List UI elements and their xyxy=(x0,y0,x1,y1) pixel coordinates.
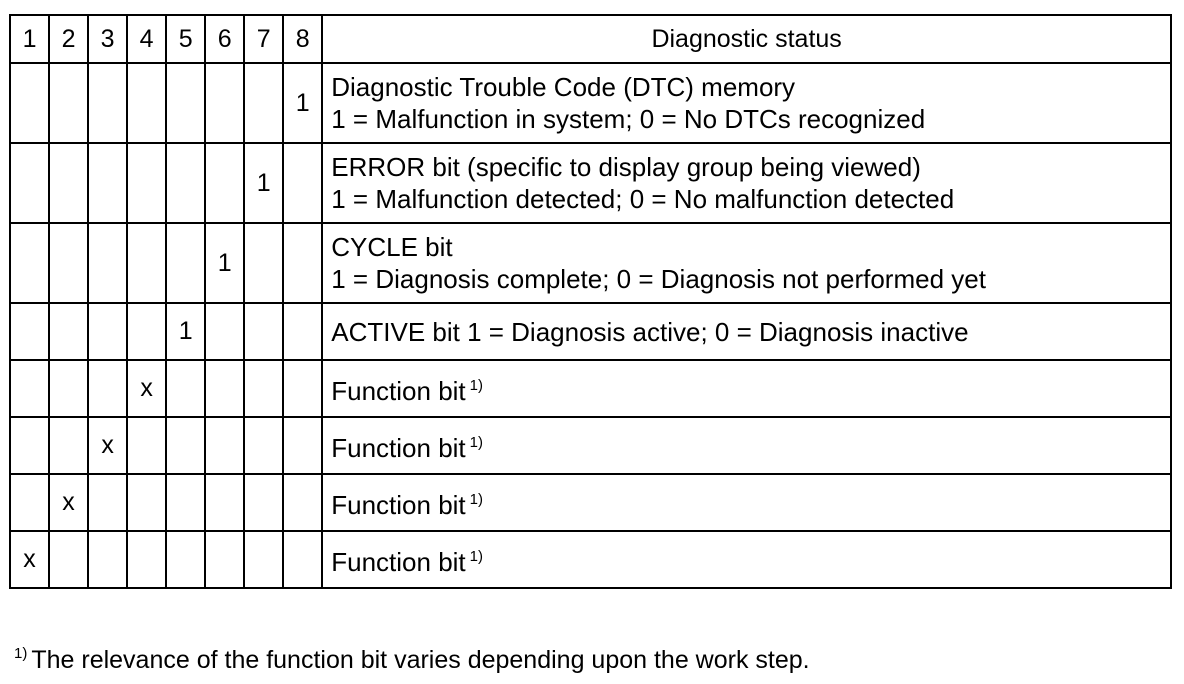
bit-cell-1 xyxy=(10,474,49,531)
bit-cell-3 xyxy=(88,360,127,417)
bit-header-3: 3 xyxy=(88,15,127,63)
bit-cell-3 xyxy=(88,303,127,360)
description-text: 1 = Malfunction detected; 0 = No malfunction detected xyxy=(331,184,955,214)
bit-cell-4 xyxy=(127,63,166,143)
bit-cell-7: 1 xyxy=(244,143,283,223)
bit-header-8: 8 xyxy=(283,15,322,63)
status-description xyxy=(322,143,1171,223)
bit-cell-6: 1 xyxy=(205,223,244,303)
status-description xyxy=(322,303,1171,360)
description-line xyxy=(331,316,1170,348)
bit-cell-1: x xyxy=(10,531,49,588)
bit-header-4: 4 xyxy=(127,15,166,63)
bit-cell-8 xyxy=(283,417,322,474)
bit-cell-3 xyxy=(88,223,127,303)
diagnostic-status-table xyxy=(9,14,1172,589)
bit-cell-8 xyxy=(283,223,322,303)
bit-cell-8 xyxy=(283,531,322,588)
bit-cell-1 xyxy=(10,223,49,303)
status-header: Diagnostic status xyxy=(322,15,1171,63)
description-text: Function bit xyxy=(331,547,466,577)
bit-header-7: 7 xyxy=(244,15,283,63)
footnote-ref: 1) xyxy=(469,434,483,451)
description-line xyxy=(331,541,1170,578)
bit-cell-7 xyxy=(244,63,283,143)
bit-cell-5 xyxy=(166,531,205,588)
description-text: 1 = Diagnosis complete; 0 = Diagnosis not performed yet xyxy=(331,264,986,294)
footnote xyxy=(14,645,810,675)
description-line xyxy=(331,71,1170,103)
bit-cell-5 xyxy=(166,223,205,303)
bit-cell-8 xyxy=(283,360,322,417)
bit-cell-4 xyxy=(127,474,166,531)
bit-cell-6 xyxy=(205,63,244,143)
footnote-ref: 1) xyxy=(469,491,483,508)
bit-header-5: 5 xyxy=(166,15,205,63)
bit-cell-2 xyxy=(49,531,88,588)
description-text: ACTIVE bit 1 = Diagnosis active; 0 = Diagnosis inactive xyxy=(331,316,969,347)
bit-cell-4 xyxy=(127,143,166,223)
bit-header-6: 6 xyxy=(205,15,244,63)
bit-cell-3 xyxy=(88,474,127,531)
description-text: Diagnostic Trouble Code (DTC) memory xyxy=(331,72,796,102)
table-row xyxy=(10,531,1171,588)
bit-cell-4 xyxy=(127,531,166,588)
status-description xyxy=(322,417,1171,474)
footnote-ref: 1) xyxy=(469,377,483,394)
bit-header-2: 2 xyxy=(49,15,88,63)
description-text: CYCLE bit xyxy=(331,232,453,262)
footnote-ref: 1) xyxy=(469,548,483,565)
bit-cell-3 xyxy=(88,143,127,223)
bit-cell-2 xyxy=(49,223,88,303)
bit-cell-3: x xyxy=(88,417,127,474)
status-description xyxy=(322,63,1171,143)
bit-cell-2 xyxy=(49,417,88,474)
bit-cell-1 xyxy=(10,360,49,417)
bit-cell-6 xyxy=(205,474,244,531)
description-line xyxy=(331,231,1170,263)
description-text: 1 = Malfunction in system; 0 = No DTCs recognized xyxy=(331,104,926,134)
table-row xyxy=(10,63,1171,143)
status-description xyxy=(322,474,1171,531)
bit-cell-4: x xyxy=(127,360,166,417)
description-line xyxy=(331,183,1170,215)
table-body xyxy=(10,63,1171,588)
bit-cell-6 xyxy=(205,531,244,588)
bit-cell-3 xyxy=(88,63,127,143)
bit-cell-2 xyxy=(49,63,88,143)
bit-cell-7 xyxy=(244,417,283,474)
bit-cell-7 xyxy=(244,360,283,417)
bit-cell-2 xyxy=(49,303,88,360)
description-text: Function bit xyxy=(331,376,466,406)
table-row xyxy=(10,303,1171,360)
bit-cell-2 xyxy=(49,360,88,417)
bit-header-1: 1 xyxy=(10,15,49,63)
bit-cell-7 xyxy=(244,303,283,360)
bit-cell-5 xyxy=(166,417,205,474)
bit-cell-1 xyxy=(10,417,49,474)
table-row xyxy=(10,417,1171,474)
bit-cell-7 xyxy=(244,223,283,303)
bit-cell-7 xyxy=(244,474,283,531)
bit-cell-6 xyxy=(205,417,244,474)
description-line xyxy=(331,103,1170,135)
bit-cell-3 xyxy=(88,531,127,588)
bit-cell-4 xyxy=(127,417,166,474)
bit-cell-2: x xyxy=(49,474,88,531)
bit-cell-5 xyxy=(166,143,205,223)
bit-cell-5 xyxy=(166,474,205,531)
description-line xyxy=(331,263,1170,295)
bit-cell-8: 1 xyxy=(283,63,322,143)
description-line xyxy=(331,370,1170,407)
status-description xyxy=(322,223,1171,303)
bit-cell-8 xyxy=(283,303,322,360)
description-line xyxy=(331,151,1170,183)
bit-cell-2 xyxy=(49,143,88,223)
bit-cell-6 xyxy=(205,143,244,223)
table-row xyxy=(10,143,1171,223)
bit-cell-8 xyxy=(283,143,322,223)
bit-cell-6 xyxy=(205,360,244,417)
table-row xyxy=(10,223,1171,303)
bit-cell-1 xyxy=(10,63,49,143)
bit-cell-7 xyxy=(244,531,283,588)
bit-cell-5: 1 xyxy=(166,303,205,360)
bit-cell-1 xyxy=(10,143,49,223)
description-text: Function bit xyxy=(331,433,466,463)
description-text: Function bit xyxy=(331,490,466,520)
bit-cell-5 xyxy=(166,360,205,417)
bit-cell-5 xyxy=(166,63,205,143)
footnote-mark: 1) xyxy=(14,645,28,662)
table-row xyxy=(10,360,1171,417)
bit-cell-1 xyxy=(10,303,49,360)
bit-cell-8 xyxy=(283,474,322,531)
bit-cell-4 xyxy=(127,223,166,303)
header-row xyxy=(10,15,1171,63)
status-description xyxy=(322,531,1171,588)
status-description xyxy=(322,360,1171,417)
footnote-text: The relevance of the function bit varies depending upon the work step. xyxy=(31,646,810,674)
description-line xyxy=(331,484,1170,521)
bit-cell-4 xyxy=(127,303,166,360)
bit-cell-6 xyxy=(205,303,244,360)
description-text: ERROR bit (specific to display group being viewed) xyxy=(331,152,921,182)
table-row xyxy=(10,474,1171,531)
description-line xyxy=(331,427,1170,464)
